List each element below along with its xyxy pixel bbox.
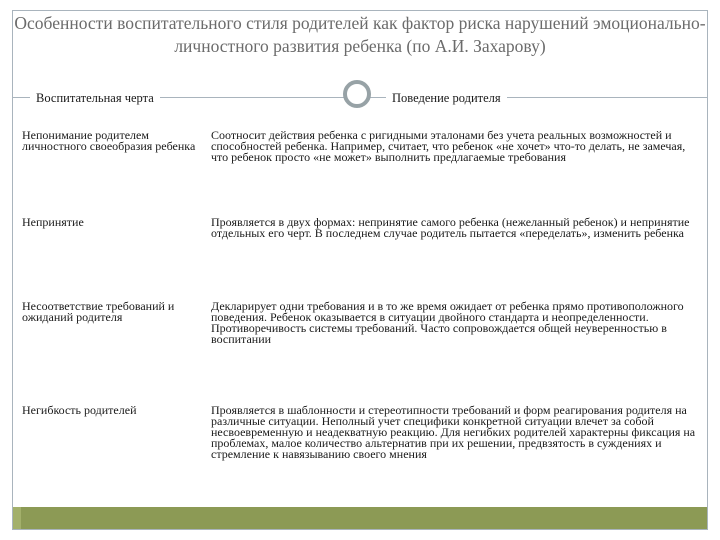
behavior-cell: Проявляется в шаблонности и стереотипности требований и форм реагирования родителя на различные ситуации. Неполный учет специфики конкретной ситуации влечет за собой несвоевременную и неадекватную реакцию. Для негибких родителей характерны фиксация на проблемах, малое количество альтернатив при их решении, предвзятость в суждениях и стремление к навязыванию своего мнения: [211, 403, 696, 461]
trait-cell: Негибкость родителей: [22, 403, 137, 417]
behavior-cell: Соотносит действия ребенка с ригидными эталонами без учета реальных возможностей и способностей ребенка. Например, считает, что ребенок «не хочет» что-то делать, не замечая, что ребенок просто «не может» выполнить предлагаемые требования: [211, 128, 686, 164]
behavior-cell: Декларирует одни требования и в то же время ожидает от ребенка прямо противоположного поведения. Ребенок оказывается в ситуации двойного стандарта и неопределенности. Противоречивость системы требований. Часто сопровождается общей неуверенностью в воспитании: [211, 299, 684, 346]
trait-cell: Непонимание родителем личностного своеобразия ребенка: [22, 128, 196, 153]
column-header-behavior: Поведение родителя: [386, 91, 507, 105]
circle-ornament-icon: [343, 80, 371, 108]
trait-cell: Несоответствие требований и ожиданий родителя: [22, 299, 175, 324]
behavior-cell: Проявляется в двух формах: непринятие самого ребенка (нежеланный ребенок) и непринятие отдельных его черт. В последнем случае родитель пытается «переделать», изменить ребенка: [211, 215, 690, 240]
footer-bar: [13, 507, 707, 529]
slide-title: Особенности воспитательного стиля родителей как фактор риска нарушений эмоционально-личностного развития ребенка (по А.И. Захарову): [14, 13, 706, 56]
footer-accent: [13, 507, 21, 529]
trait-cell: Непринятие: [22, 215, 84, 229]
column-header-trait: Воспитательная черта: [30, 91, 160, 105]
